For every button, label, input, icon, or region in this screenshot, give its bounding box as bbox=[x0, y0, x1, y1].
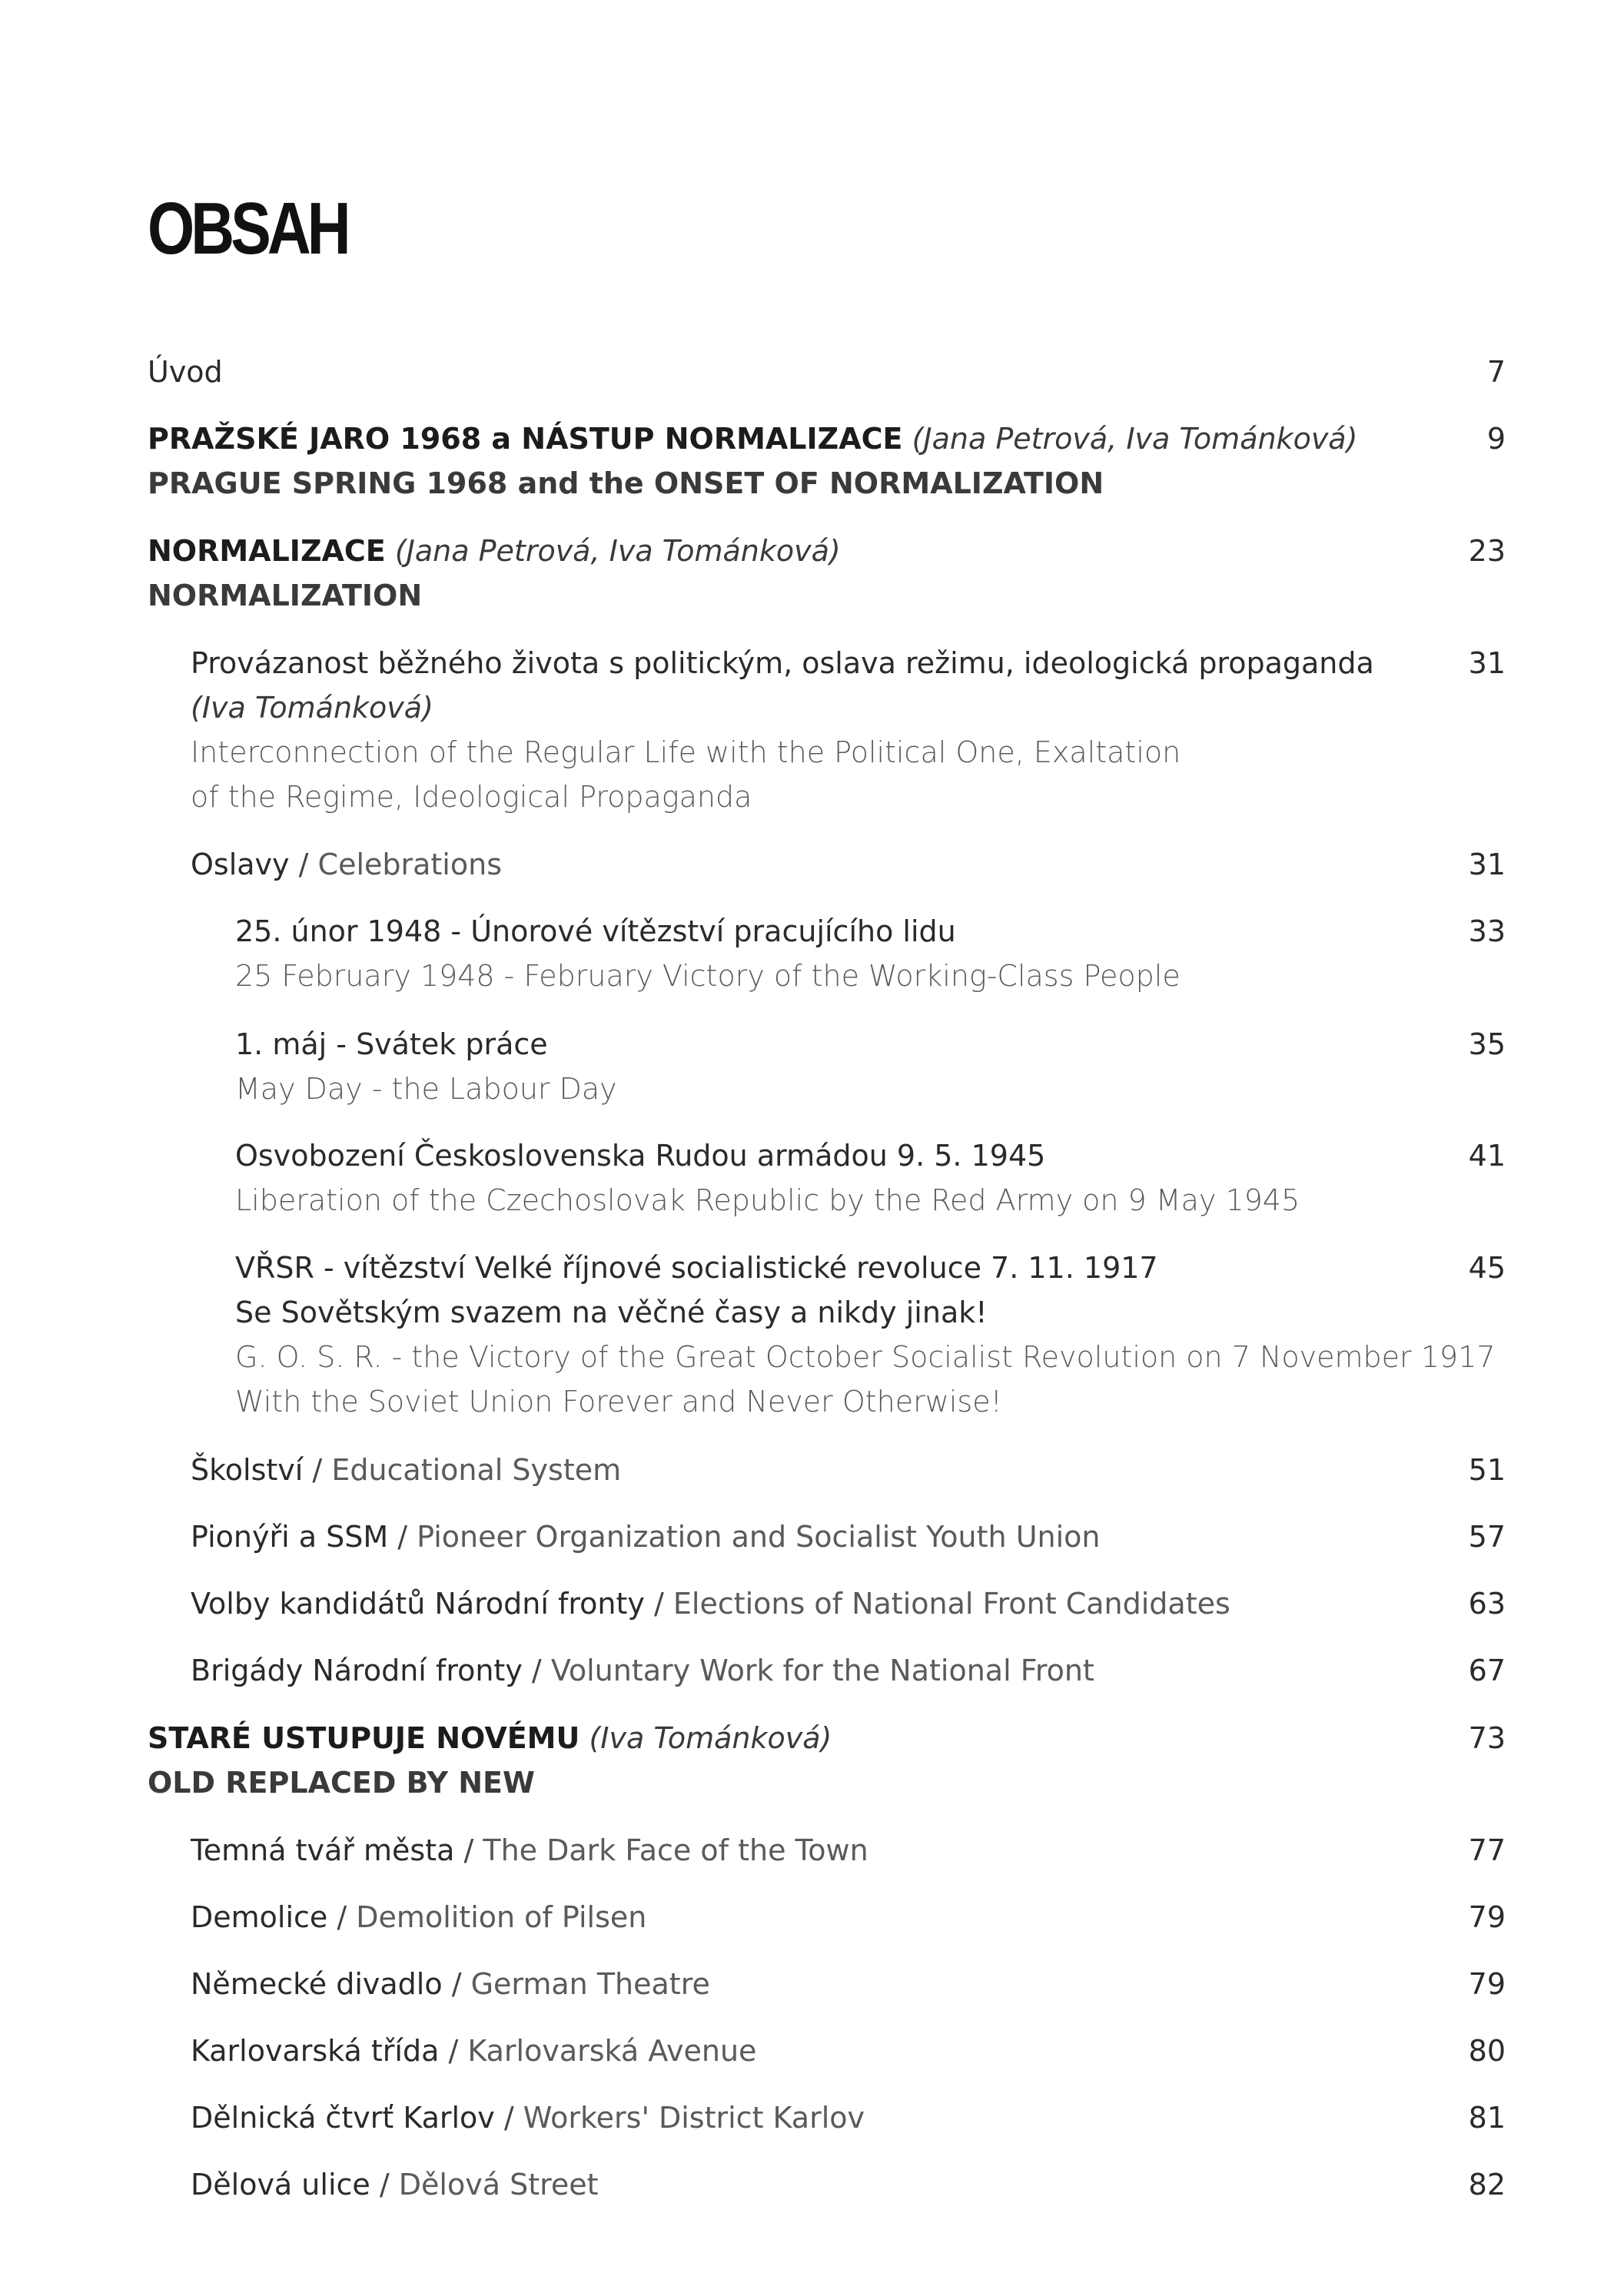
entry-author: (Jana Petrová, Iva Tománková) bbox=[912, 422, 1358, 456]
entry-title-en: Elections of National Front Candidates bbox=[672, 1587, 1230, 1621]
toc-entry-volby: Volby kandidátů Národní fronty / Elections of National Front Candidates bbox=[191, 1587, 1230, 1621]
toc-entry-uvod bbox=[148, 350, 223, 394]
entry-title: Osvobození Československa Rudou armádou 9. 5. 1945 bbox=[235, 1139, 1046, 1173]
toc-entry-unor bbox=[235, 909, 1181, 998]
entry-title-en: Karlovarská Avenue bbox=[467, 2034, 757, 2068]
page-number: 77 bbox=[1468, 1833, 1506, 1867]
entry-title-en: Voluntary Work for the National Front bbox=[550, 1654, 1094, 1687]
toc-entry-karlovarska: Karlovarská třída / Karlovarská Avenue bbox=[191, 2034, 757, 2068]
toc-entry-karlov: Dělnická čtvrť Karlov / Workers' District Karlov bbox=[191, 2101, 865, 2135]
page-number: 63 bbox=[1468, 1587, 1506, 1621]
entry-title-en: Liberation of the Czechoslovak Republic by the Red Army on 9 May 1945 bbox=[235, 1183, 1300, 1217]
toc-entry-brigady: Brigády Národní fronty / Voluntary Work for the National Front bbox=[191, 1654, 1094, 1687]
toc-entry-pionyri: Pionýři a SSM / Pioneer Organization and Socialist Youth Union bbox=[191, 1520, 1101, 1554]
toc-entry-delova: Dělová ulice / Dělová Street bbox=[191, 2168, 599, 2201]
entry-title-en: 25 February 1948 - February Victory of the Working-Class People bbox=[235, 959, 1181, 993]
page-title: OBSAH bbox=[148, 187, 347, 270]
page-number: 41 bbox=[1468, 1139, 1506, 1173]
entry-title-en: May Day - the Labour Day bbox=[235, 1072, 617, 1106]
toc-entry-maj bbox=[235, 1022, 617, 1111]
entry-title: Školství bbox=[191, 1453, 304, 1487]
entry-title-en: German Theatre bbox=[470, 1967, 710, 2001]
entry-title: Karlovarská třída bbox=[191, 2034, 440, 2068]
toc-entry-divadlo: Německé divadlo / German Theatre bbox=[191, 1967, 710, 2001]
entry-author: (Jana Petrová, Iva Tománková) bbox=[394, 534, 841, 568]
toc-entry-prazske-jaro bbox=[148, 416, 1357, 506]
toc-entry-vrsr bbox=[235, 1246, 1495, 1424]
entry-title-en: Dělová Street bbox=[398, 2168, 599, 2201]
entry-title-en: Workers' District Karlov bbox=[523, 2101, 865, 2135]
entry-title-en: Interconnection of the Regular Life with the Political One, Exaltation bbox=[191, 735, 1181, 769]
toc-entry-temna: Temná tvář města / The Dark Face of the Town bbox=[191, 1833, 868, 1867]
entry-title: Úvod bbox=[148, 355, 223, 389]
entry-title: VŘSR - vítězství Velké říjnové socialistické revoluce 7. 11. 1917 bbox=[235, 1251, 1158, 1285]
entry-title-en: Pioneer Organization and Socialist Youth Union bbox=[417, 1520, 1101, 1554]
page-number: 33 bbox=[1468, 914, 1506, 948]
entry-author: (Iva Tománková) bbox=[589, 1721, 832, 1755]
entry-title-en: Educational System bbox=[331, 1453, 622, 1487]
toc-entry-provazanost bbox=[191, 641, 1374, 819]
page-number: 79 bbox=[1468, 1967, 1506, 2001]
entry-title-en: G. O. S. R. - the Victory of the Great October Socialist Revolution on 7 November 1917 bbox=[235, 1340, 1496, 1374]
entry-title: NORMALIZACE bbox=[148, 534, 386, 568]
page-number: 23 bbox=[1468, 534, 1506, 568]
page-number: 81 bbox=[1468, 2101, 1506, 2135]
toc-entry-demolice: Demolice / Demolition of Pilsen bbox=[191, 1900, 647, 1934]
entry-title-en-cont: of the Regime, Ideological Propaganda bbox=[191, 780, 752, 814]
entry-title: STARÉ USTUPUJE NOVÉMU bbox=[148, 1721, 580, 1755]
entry-title: Německé divadlo bbox=[191, 1967, 443, 2001]
toc-entry-oslavy: Oslavy / Celebrations bbox=[191, 848, 502, 881]
entry-author: (Iva Tománková) bbox=[191, 691, 433, 725]
entry-title: Temná tvář města bbox=[191, 1833, 455, 1867]
toc-entry-osvobozeni bbox=[235, 1133, 1300, 1223]
entry-title-en: Demolition of Pilsen bbox=[356, 1900, 647, 1934]
entry-title: 1. máj - Svátek práce bbox=[235, 1027, 548, 1061]
entry-subtitle-en: With the Soviet Union Forever and Never Otherwise! bbox=[235, 1385, 1002, 1418]
page-number: 51 bbox=[1468, 1453, 1506, 1487]
entry-title-en: Celebrations bbox=[317, 848, 502, 881]
entry-title-en: OLD REPLACED BY NEW bbox=[148, 1766, 535, 1800]
entry-title: Dělová ulice bbox=[191, 2168, 370, 2201]
page-number: 73 bbox=[1468, 1721, 1506, 1755]
entry-title: Volby kandidátů Národní fronty bbox=[191, 1587, 645, 1621]
page-number: 80 bbox=[1468, 2034, 1506, 2068]
toc-entry-stare bbox=[148, 1716, 832, 1805]
entry-title: Oslavy bbox=[191, 848, 290, 881]
entry-title: Provázanost běžného života s politickým, oslava režimu, ideologická propaganda bbox=[191, 646, 1374, 680]
page-number: 7 bbox=[1486, 355, 1506, 389]
page-number: 79 bbox=[1468, 1900, 1506, 1934]
entry-title-en: PRAGUE SPRING 1968 and the ONSET OF NORMALIZATION bbox=[148, 466, 1104, 500]
entry-title-en: NORMALIZATION bbox=[148, 579, 423, 612]
page-number: 9 bbox=[1486, 422, 1506, 456]
entry-title: Demolice bbox=[191, 1900, 328, 1934]
page-number: 45 bbox=[1468, 1251, 1506, 1285]
entry-title: Dělnická čtvrť Karlov bbox=[191, 2101, 495, 2135]
entry-title: Brigády Národní fronty bbox=[191, 1654, 523, 1687]
page-number: 31 bbox=[1468, 646, 1506, 680]
page-number: 67 bbox=[1468, 1654, 1506, 1687]
entry-title: PRAŽSKÉ JARO 1968 a NÁSTUP NORMALIZACE bbox=[148, 422, 903, 456]
toc-entry-normalizace bbox=[148, 529, 841, 618]
entry-title-en: The Dark Face of the Town bbox=[483, 1833, 868, 1867]
page-number: 31 bbox=[1468, 848, 1506, 881]
page-number: 82 bbox=[1468, 2168, 1506, 2201]
page-number: 35 bbox=[1468, 1027, 1506, 1061]
page-number: 57 bbox=[1468, 1520, 1506, 1554]
toc-entry-skolstvi: Školství / Educational System bbox=[191, 1453, 622, 1487]
entry-title: 25. únor 1948 - Únorové vítězství pracujícího lidu bbox=[235, 914, 956, 948]
entry-subtitle: Se Sovětským svazem na věčné časy a nikdy jinak! bbox=[235, 1296, 988, 1329]
entry-title: Pionýři a SSM bbox=[191, 1520, 389, 1554]
